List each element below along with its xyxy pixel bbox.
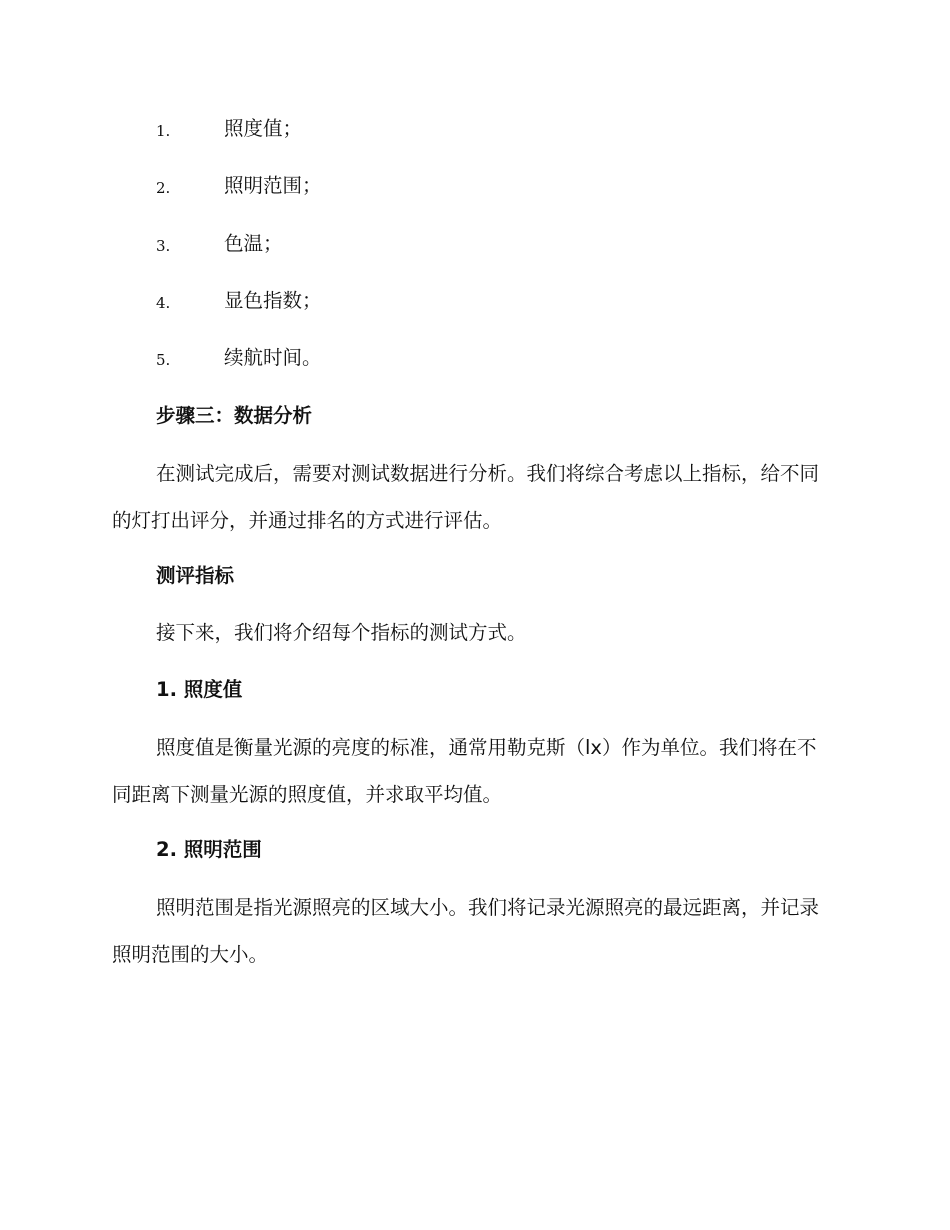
metrics-heading: 测评指标 bbox=[156, 564, 235, 587]
range-paragraph: 照明范围是指光源照亮的区域大小。我们将记录光源照亮的最远距离，并记录照明范围的大小。 bbox=[112, 896, 820, 966]
list-item-number: 1. bbox=[156, 122, 171, 140]
list-item bbox=[0, 286, 950, 343]
list-item-number: 2. bbox=[156, 179, 171, 198]
list-item-text: 照明范围； bbox=[224, 174, 322, 198]
list-item-text: 色温； bbox=[224, 231, 283, 255]
step3-paragraph: 在测试完成后，需要对测试数据进行分析。我们将综合考虑以上指标，给不同的灯打出评分，并通过排名的方式进行评估。 bbox=[112, 462, 820, 532]
list-item bbox=[0, 114, 950, 171]
list-item bbox=[0, 229, 950, 286]
range-heading: 2. 照明范围 bbox=[156, 838, 262, 861]
step3-heading: 步骤三：数据分析 bbox=[156, 404, 313, 427]
illuminance-paragraph: 照度值是衡量光源的亮度的标准，通常用勒克斯（lx）作为单位。我们将在不同距离下测量光源的照度值，并求取平均值。 bbox=[112, 736, 817, 806]
list-item-number: 4. bbox=[156, 293, 171, 312]
list-item-number: 3. bbox=[156, 236, 171, 255]
metrics-intro: 接下来，我们将介绍每个指标的测试方式。 bbox=[156, 621, 527, 644]
list-item-text: 显色指数； bbox=[224, 288, 322, 312]
list-item bbox=[0, 171, 950, 228]
list-item-text: 续航时间。 bbox=[224, 346, 322, 370]
list-item-number: 5. bbox=[156, 351, 171, 370]
illuminance-heading: 1. 照度值 bbox=[156, 678, 243, 701]
list-item-text: 照度值； bbox=[224, 117, 303, 140]
numbered-list bbox=[0, 114, 950, 400]
